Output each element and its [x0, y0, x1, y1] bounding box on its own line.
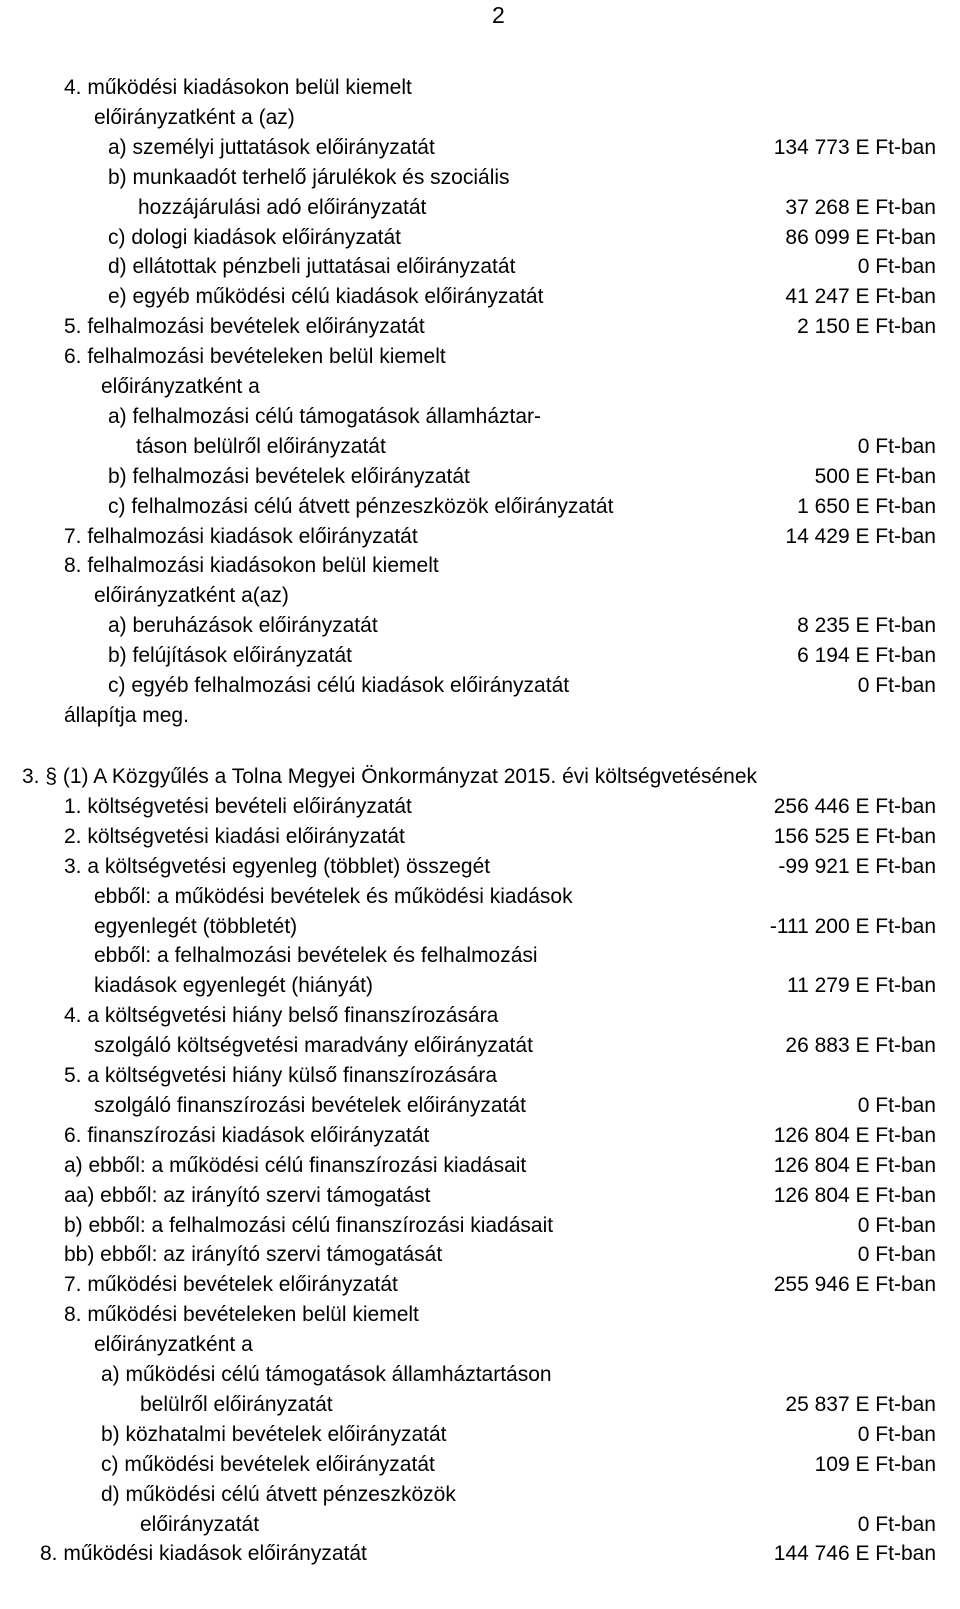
budget-line — [0, 1211, 960, 1241]
line-amount: 109 E Ft-ban — [814, 1453, 936, 1476]
budget-line — [0, 852, 960, 882]
budget-line — [0, 792, 960, 822]
budget-line — [0, 762, 960, 792]
line-amount: 0 Ft-ban — [857, 1423, 936, 1446]
line-label: c) egyéb felhalmozási célú kiadások előirányzatát — [108, 674, 570, 697]
line-amount: 144 746 E Ft-ban — [773, 1542, 936, 1565]
line-amount: 41 247 E Ft-ban — [785, 285, 936, 308]
budget-line — [0, 1061, 960, 1091]
budget-line — [0, 701, 960, 731]
line-label: előirányzatként a (az) — [94, 106, 295, 129]
budget-line — [0, 822, 960, 852]
budget-line — [0, 372, 960, 402]
budget-line — [0, 402, 960, 432]
budget-line — [0, 492, 960, 522]
line-amount: 255 946 E Ft-ban — [773, 1273, 936, 1296]
line-label: d) ellátottak pénzbeli juttatásai előirányzatát — [108, 255, 516, 278]
line-label: szolgáló finanszírozási bevételek előirányzatát — [94, 1094, 526, 1117]
budget-line — [0, 671, 960, 701]
budget-line — [0, 1091, 960, 1121]
line-amount: 0 Ft-ban — [857, 435, 936, 458]
line-amount: 6 194 E Ft-ban — [797, 644, 936, 667]
line-amount: 256 446 E Ft-ban — [773, 795, 936, 818]
line-label: előirányzatát — [140, 1513, 260, 1536]
line-amount: 126 804 E Ft-ban — [773, 1124, 936, 1147]
budget-line — [0, 1240, 960, 1270]
line-label: ebből: a felhalmozási bevételek és felhalmozási — [94, 944, 538, 967]
budget-line — [0, 1480, 960, 1510]
line-label: aa) ebből: az irányító szervi támogatást — [64, 1184, 431, 1207]
budget-line — [0, 882, 960, 912]
line-label: b) ebből: a felhalmozási célú finanszírozási kiadásait — [64, 1214, 554, 1237]
line-label: d) működési célú átvett pénzeszközök — [101, 1483, 456, 1506]
budget-line — [0, 1121, 960, 1151]
budget-line — [0, 522, 960, 552]
budget-line — [0, 252, 960, 282]
line-label: 3. a költségvetési egyenleg (többlet) összegét — [64, 855, 491, 878]
budget-line — [0, 1181, 960, 1211]
line-amount: 0 Ft-ban — [857, 1243, 936, 1266]
line-amount: 500 E Ft-ban — [814, 465, 936, 488]
line-amount: 1 650 E Ft-ban — [797, 495, 936, 518]
line-label: a) beruházások előirányzatát — [108, 614, 378, 637]
line-amount: 11 279 E Ft-ban — [786, 974, 936, 997]
line-label: előirányzatként a(az) — [94, 584, 289, 607]
line-label: 7. felhalmozási kiadások előirányzatát — [64, 525, 418, 548]
line-label: 8. működési bevételeken belül kiemelt — [64, 1303, 419, 1326]
line-label: kiadások egyenlegét (hiányát) — [94, 974, 374, 997]
budget-line — [0, 1390, 960, 1420]
line-label: táson belülről előirányzatát — [136, 435, 386, 458]
budget-line — [0, 342, 960, 372]
budget-line — [0, 103, 960, 133]
line-label: belülről előirányzatát — [140, 1393, 333, 1416]
line-label: a) felhalmozási célú támogatások államháztar- — [108, 405, 542, 428]
budget-line — [0, 73, 960, 103]
line-label: állapítja meg. — [64, 704, 189, 727]
line-amount: 0 Ft-ban — [857, 1094, 936, 1117]
line-label: előirányzatként a — [94, 1333, 253, 1356]
line-amount: 86 099 E Ft-ban — [785, 226, 936, 249]
budget-line — [0, 641, 960, 671]
budget-line — [0, 1330, 960, 1360]
budget-line — [0, 551, 960, 581]
line-amount: 14 429 E Ft-ban — [785, 525, 936, 548]
budget-line — [0, 1539, 960, 1569]
line-amount: 8 235 E Ft-ban — [797, 614, 936, 637]
budget-line — [0, 163, 960, 193]
budget-line — [0, 1450, 960, 1480]
line-amount: 37 268 E Ft-ban — [785, 196, 936, 219]
line-label: a) személyi juttatások előirányzatát — [108, 136, 435, 159]
budget-line — [0, 611, 960, 641]
line-label: 8. működési kiadások előirányzatát — [40, 1542, 367, 1565]
line-label: hozzájárulási adó előirányzatát — [138, 196, 427, 219]
line-label: 4. a költségvetési hiány belső finanszírozására — [64, 1004, 499, 1027]
line-label: c) működési bevételek előirányzatát — [101, 1453, 435, 1476]
budget-line — [0, 133, 960, 163]
line-label: 6. finanszírozási kiadások előirányzatát — [64, 1124, 430, 1147]
line-label: b) felújítások előirányzatát — [108, 644, 352, 667]
line-amount: 126 804 E Ft-ban — [773, 1154, 936, 1177]
line-amount: 0 Ft-ban — [857, 1513, 936, 1536]
budget-line — [0, 1420, 960, 1450]
budget-line — [0, 971, 960, 1001]
line-label: szolgáló költségvetési maradvány előirányzatát — [94, 1034, 533, 1057]
line-label: bb) ebből: az irányító szervi támogatását — [64, 1243, 443, 1266]
budget-line — [0, 1270, 960, 1300]
line-label: 4. működési kiadásokon belül kiemelt — [64, 76, 412, 99]
line-label: b) felhalmozási bevételek előirányzatát — [108, 465, 470, 488]
line-label: 3. § (1) A Közgyűlés a Tolna Megyei Önkormányzat 2015. évi költségvetésének — [22, 765, 758, 788]
line-label: ebből: a működési bevételek és működési kiadások — [94, 885, 573, 908]
line-amount: 126 804 E Ft-ban — [773, 1184, 936, 1207]
line-label: 6. felhalmozási bevételeken belül kiemelt — [64, 345, 446, 368]
line-amount: 2 150 E Ft-ban — [797, 315, 936, 338]
line-label: 1. költségvetési bevételi előirányzatát — [64, 795, 412, 818]
budget-line — [0, 312, 960, 342]
line-label: 2. költségvetési kiadási előirányzatát — [64, 825, 405, 848]
budget-line — [0, 432, 960, 462]
budget-line — [0, 1151, 960, 1181]
budget-line — [0, 193, 960, 223]
line-label: előirányzatként a — [101, 375, 260, 398]
budget-line — [0, 1300, 960, 1330]
budget-line — [0, 282, 960, 312]
budget-line — [0, 581, 960, 611]
budget-line — [0, 223, 960, 253]
line-amount: 0 Ft-ban — [857, 1214, 936, 1237]
budget-line — [0, 1031, 960, 1061]
budget-line — [0, 1360, 960, 1390]
budget-line — [0, 912, 960, 942]
line-amount: 26 883 E Ft-ban — [785, 1034, 936, 1057]
line-label: 5. a költségvetési hiány külső finanszírozására — [64, 1064, 498, 1087]
line-amount: -99 921 E Ft-ban — [778, 855, 936, 878]
line-label: a) ebből: a működési célú finanszírozási kiadásait — [64, 1154, 527, 1177]
line-label: 5. felhalmozási bevételek előirányzatát — [64, 315, 425, 338]
line-amount: 134 773 E Ft-ban — [773, 136, 936, 159]
line-label: egyenlegét (többletét) — [94, 915, 298, 938]
page-number: 2 — [492, 2, 505, 28]
line-label: a) működési célú támogatások államháztartáson — [101, 1363, 552, 1386]
line-label: c) felhalmozási célú átvett pénzeszközök előirányzatát — [108, 495, 614, 518]
budget-line — [0, 1001, 960, 1031]
line-amount: 156 525 E Ft-ban — [773, 825, 936, 848]
line-amount: 25 837 E Ft-ban — [785, 1393, 936, 1416]
line-label: 7. működési bevételek előirányzatát — [64, 1273, 398, 1296]
line-label: e) egyéb működési célú kiadások előirányzatát — [108, 285, 544, 308]
line-label: 8. felhalmozási kiadásokon belül kiemelt — [64, 554, 439, 577]
line-amount: -111 200 E Ft-ban — [769, 915, 936, 938]
budget-line — [0, 941, 960, 971]
line-amount: 0 Ft-ban — [857, 674, 936, 697]
budget-line — [0, 1510, 960, 1540]
line-label: b) közhatalmi bevételek előirányzatát — [101, 1423, 447, 1446]
budget-line — [0, 462, 960, 492]
line-amount: 0 Ft-ban — [857, 255, 936, 278]
line-label: c) dologi kiadások előirányzatát — [108, 226, 401, 249]
line-label: b) munkaadót terhelő járulékok és szociális — [108, 166, 510, 189]
